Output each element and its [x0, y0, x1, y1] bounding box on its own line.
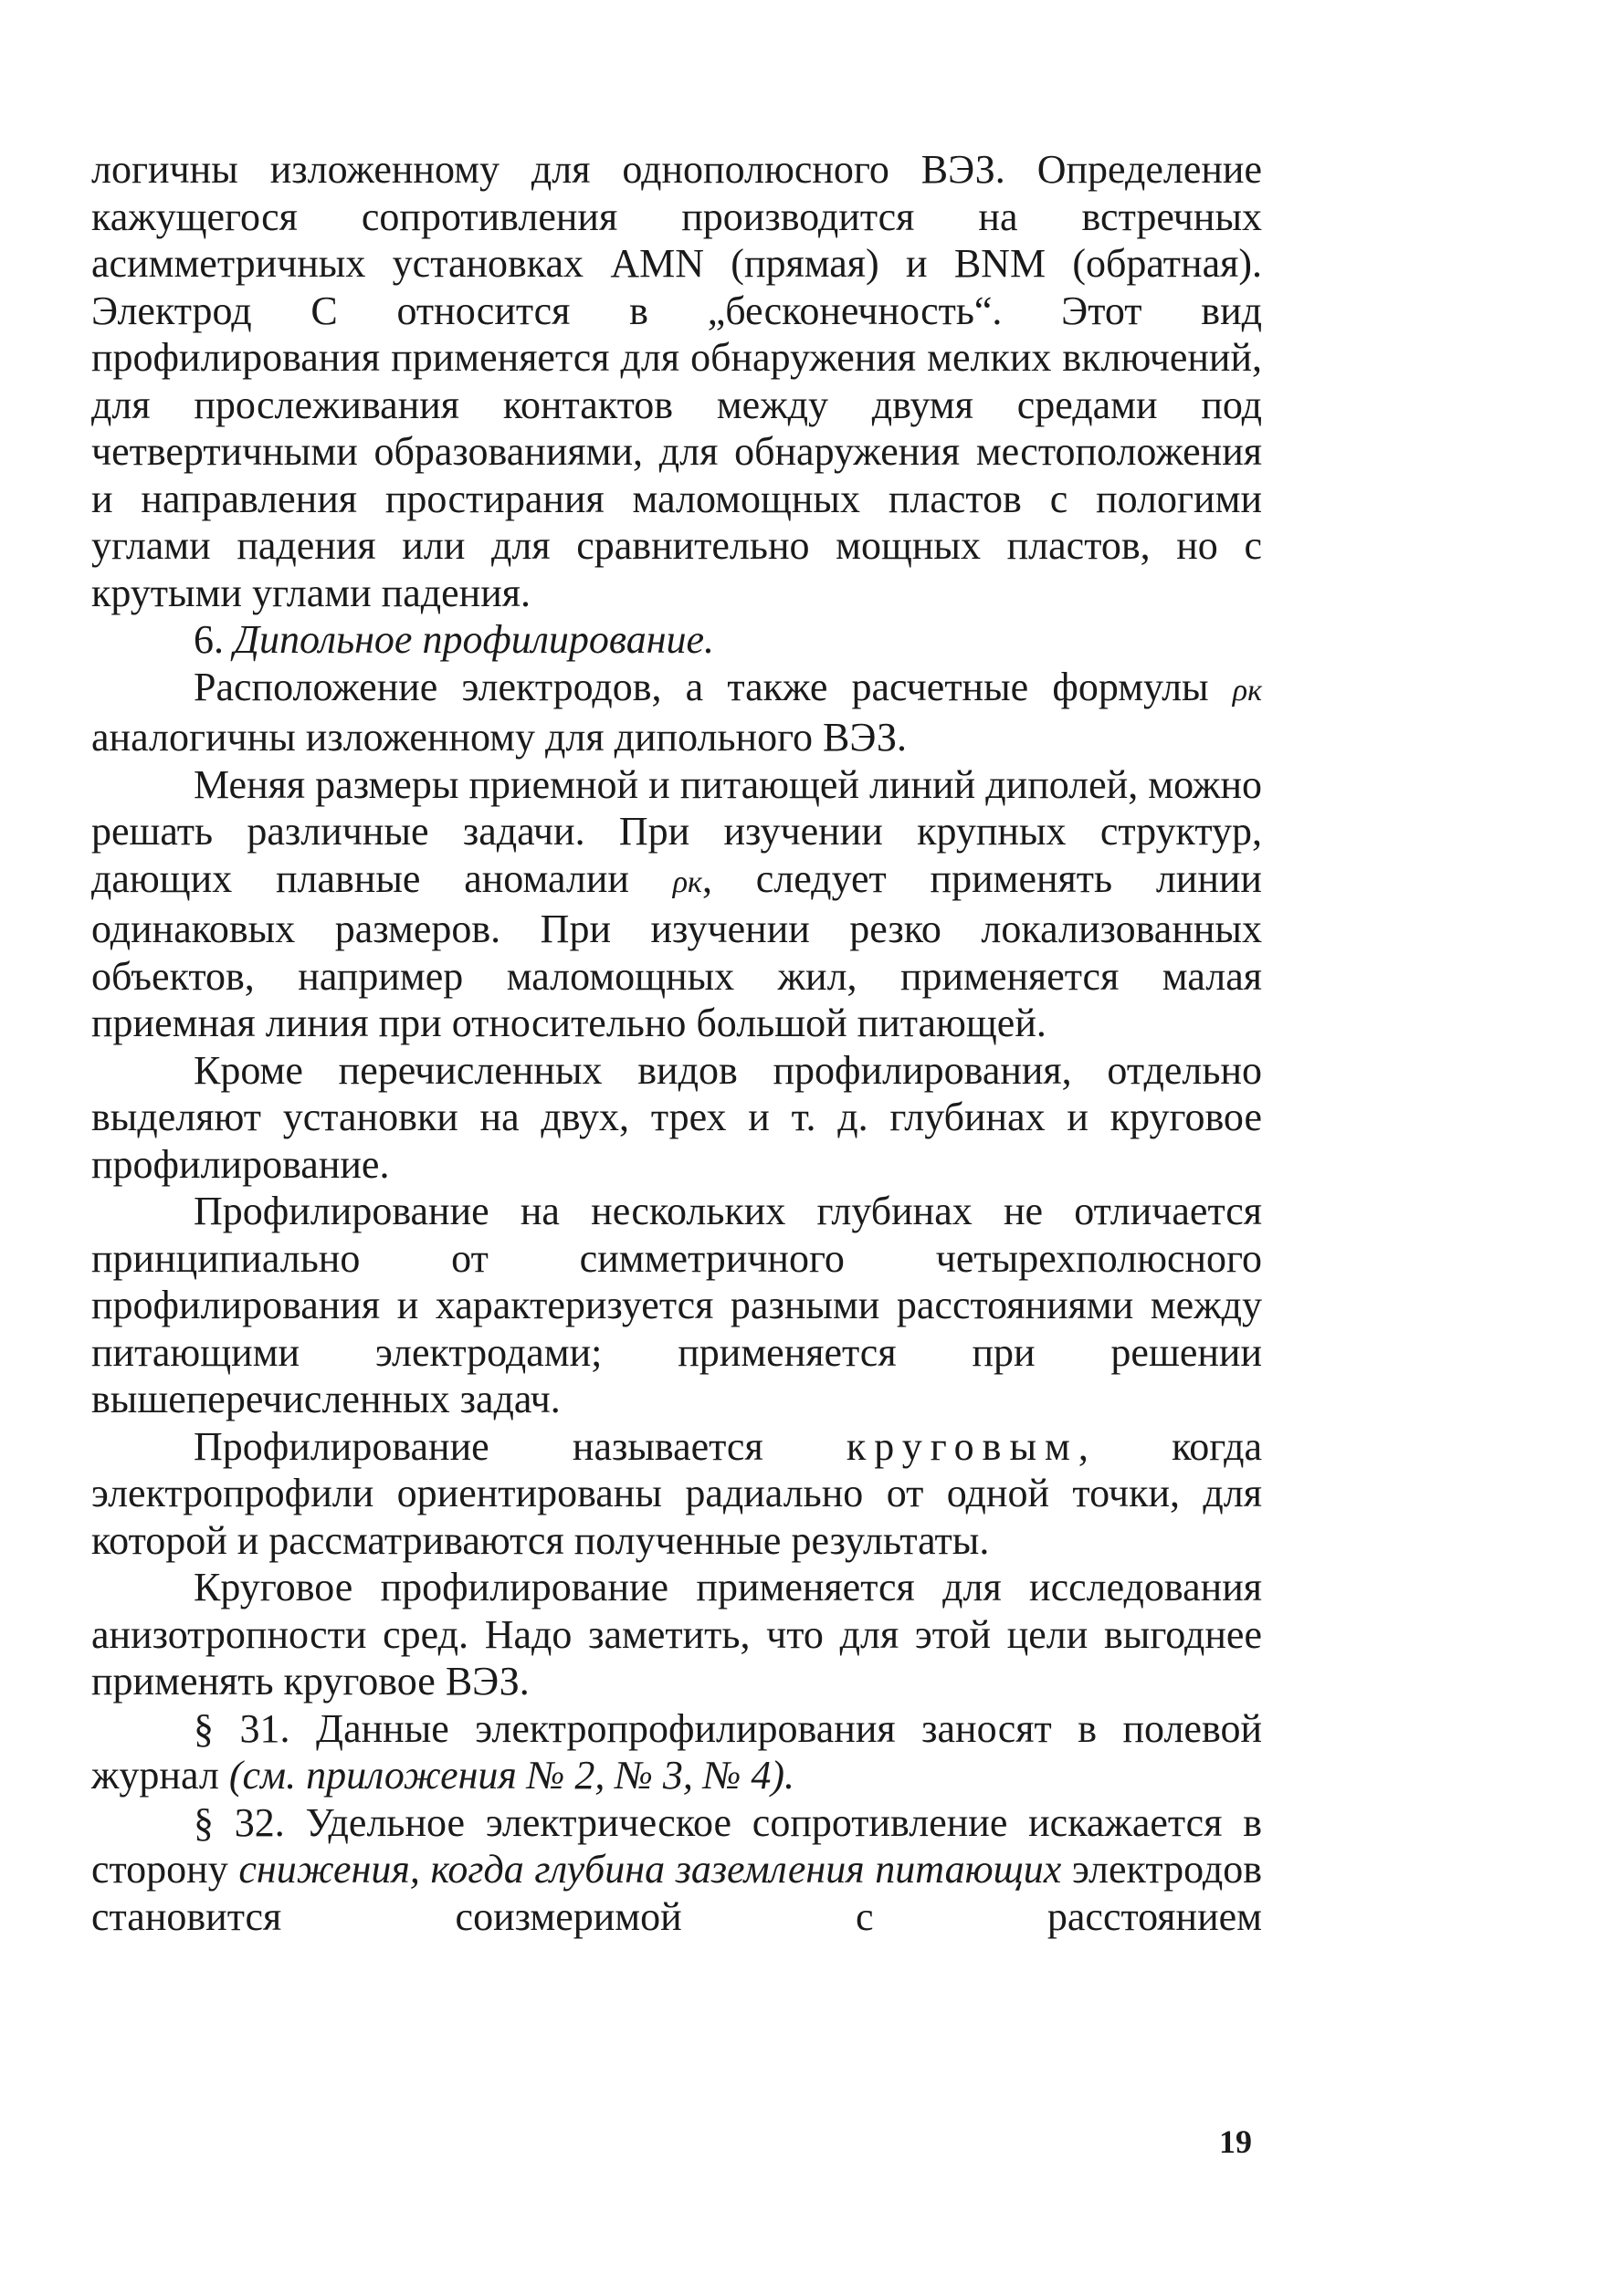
text-segment: 6.	[194, 617, 234, 662]
paragraph-2	[91, 616, 1262, 664]
text-segment: логичны изложенному для однополюсного ВЭЗ. Определение кажущегося сопротивления производится на встречных асимметричных установках AMN (прямая) и BNM (обратная). Электрод C относится в „бесконечность“. Этот вид профилирования применяется для обнаружения мелких включений, для прослеживания контактов между двумя средами под четвертичными образованиями, для обнаружения местоположения и направления простирания маломощных пластов с пологими углами падения или для сравнительно мощных пластов, но с крутыми углами падения.	[91, 147, 1262, 615]
text-segment: аналогичны изложенному для дипольного ВЭЗ.	[91, 715, 907, 760]
text-segment: § 31. Данные электропрофилирования заносят в полевой журнал	[91, 1705, 1262, 1798]
text-segment: снижения, когда глубина заземления питающих	[238, 1847, 1062, 1892]
paragraph-4	[91, 761, 1262, 1047]
text-segment: § 32. Удельное электрическое сопротивление искажается в сторону	[91, 1799, 1262, 1892]
text-segment: Круговое профилирование применяется для исследования анизотропности сред. Надо заметить, что для этой цели выгоднее применять круговое ВЭЗ.	[91, 1565, 1262, 1704]
text-segment: ρк	[672, 865, 702, 899]
text-segment: Кроме перечисленных видов профилирования, отдельно выделяют установки на двух, трех и т. д. глубинах и круговое профилирование.	[91, 1047, 1262, 1187]
text-segment: круговым	[846, 1423, 1078, 1469]
page-number: 19	[1219, 2123, 1252, 2160]
text-segment: Меняя размеры приемной и питающей линий диполей, можно решать различные задачи. При изучении крупных структур, дающих плавные аномалии	[91, 761, 1262, 901]
text-segment: (см. приложения № 2, № 3, № 4).	[228, 1753, 794, 1798]
paragraph-3	[91, 664, 1262, 761]
paragraph-9	[91, 1705, 1262, 1799]
text-segment: Профилирование на нескольких глубинах не отличается принципиально от симметричного четырехполюсного профилирования и характеризуется разными расстояниями между питающими электродами; применяется при решении вышеперечисленных задач.	[91, 1189, 1262, 1421]
page-body	[91, 146, 1262, 1940]
text-segment: ρк	[1232, 673, 1262, 708]
text-segment: , когда электропрофили ориентированы радиально от одной точки, для которой и рассматриваются полученные результаты.	[91, 1423, 1262, 1563]
paragraph-8	[91, 1564, 1262, 1705]
paragraph-10	[91, 1799, 1262, 1941]
text-segment: Расположение электродов, а также расчетные формулы	[194, 664, 1233, 709]
text-segment: Дипольное профилирование.	[234, 617, 715, 662]
paragraph-6	[91, 1188, 1262, 1423]
text-segment: Профилирование называется	[194, 1423, 847, 1469]
text-segment: , следует применять линии одинаковых размеров. При изучении резко локализованных объектов, например маломощных жил, применяется малая приемная линия при относительно большой питающей.	[91, 855, 1262, 1045]
paragraph-5	[91, 1047, 1262, 1189]
text-segment: электродов становится соизмеримой с расстоянием	[91, 1847, 1262, 1939]
paragraph-7	[91, 1423, 1262, 1565]
paragraph-1	[91, 146, 1262, 616]
